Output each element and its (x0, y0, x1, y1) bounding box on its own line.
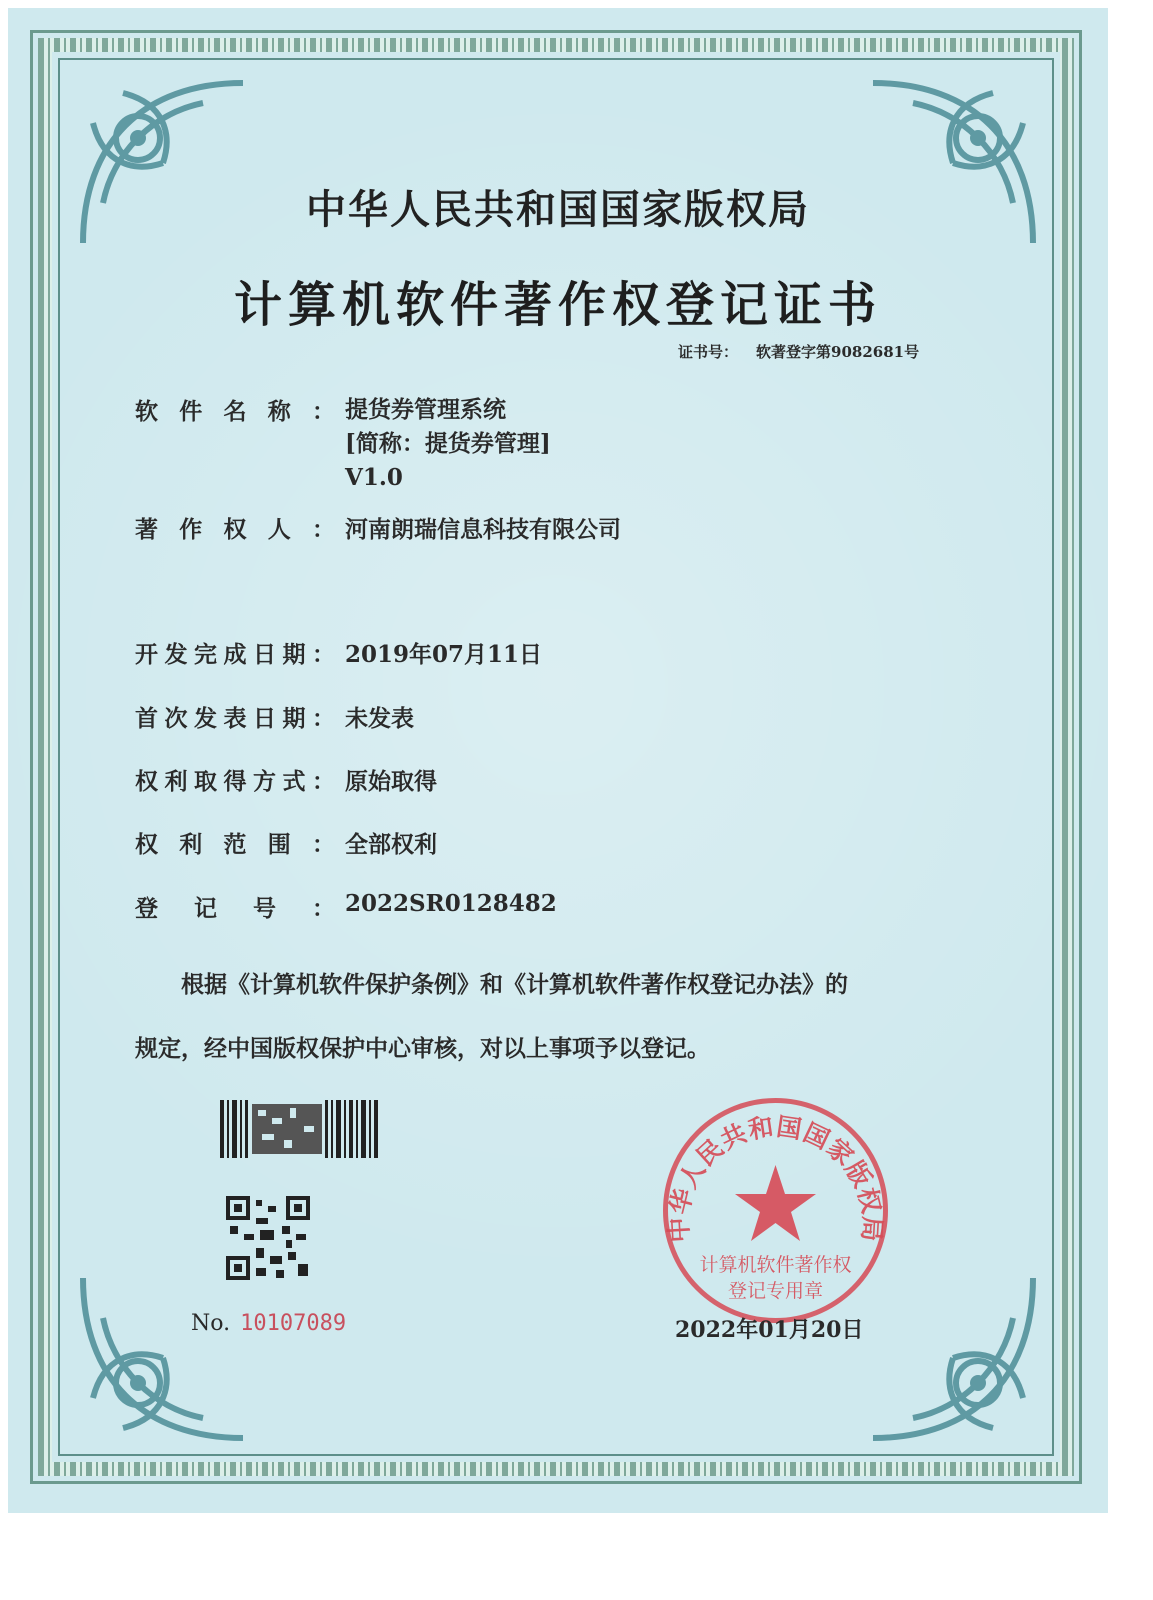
software-version-line: V1.0 (345, 464, 403, 491)
issuer-title: 中华人民共和国国家版权局 (306, 186, 810, 233)
field-value (345, 393, 551, 495)
barcode-icon (220, 1100, 380, 1158)
field-value: 2019年07月11日 (345, 641, 543, 668)
field-label: 权利范围： (135, 831, 335, 858)
serial-number (191, 1311, 346, 1336)
statement-line-2: 规定，经中国版权保护中心审核，对以上事项予以登记。 (135, 1035, 710, 1062)
field-copyright-owner (135, 511, 621, 544)
issue-date: 2022年01月20日 (675, 1317, 864, 1343)
software-name-line: 提货券管理系统 (345, 396, 506, 423)
seal-inner-line-1: 计算机软件著作权 (699, 1254, 852, 1276)
field-label: 开发完成日期： (135, 641, 335, 668)
field-rights-scope (135, 826, 437, 859)
official-seal (658, 1093, 893, 1328)
field-registration-no (135, 890, 557, 923)
software-short-name-line: [简称：提货券管理] (345, 430, 551, 457)
certificate-number-value: 软著登字第9082681号 (756, 343, 920, 361)
field-label: 登记号： (135, 895, 335, 922)
field-label: 著作权人： (135, 516, 335, 543)
seal-inner-line-2: 登记专用章 (727, 1280, 824, 1302)
field-value: 全部权利 (345, 831, 437, 858)
field-value: 河南朗瑞信息科技有限公司 (345, 516, 621, 543)
certificate-number-label: 证书号： (678, 343, 739, 361)
certificate-title: 计算机软件著作权登记证书 (233, 277, 882, 333)
field-value: 未发表 (345, 705, 414, 732)
certificate-sheet (8, 8, 1108, 1513)
star-icon (735, 1165, 816, 1241)
qr-code-icon (226, 1196, 310, 1280)
field-label: 软件名称： (135, 398, 335, 425)
serial-value: 10107089 (240, 1311, 347, 1336)
certificate-number (678, 341, 919, 362)
seal-outer-text: 中华人民共和国国家版权局 (663, 1111, 888, 1244)
field-software-name (135, 393, 551, 495)
corner-ornament-icon (63, 1258, 263, 1458)
statement-line-1: 根据《计算机软件保护条例》和《计算机软件著作权登记办法》的 (181, 971, 848, 998)
field-value: 原始取得 (345, 768, 437, 795)
field-first-publish-date (135, 700, 414, 733)
field-acquisition-method (135, 763, 437, 796)
serial-label: No. (191, 1311, 231, 1336)
field-label: 首次发表日期： (135, 705, 335, 732)
field-completion-date (135, 636, 542, 669)
field-value: 2022SR0128482 (345, 890, 557, 917)
field-label: 权利取得方式： (135, 768, 335, 795)
